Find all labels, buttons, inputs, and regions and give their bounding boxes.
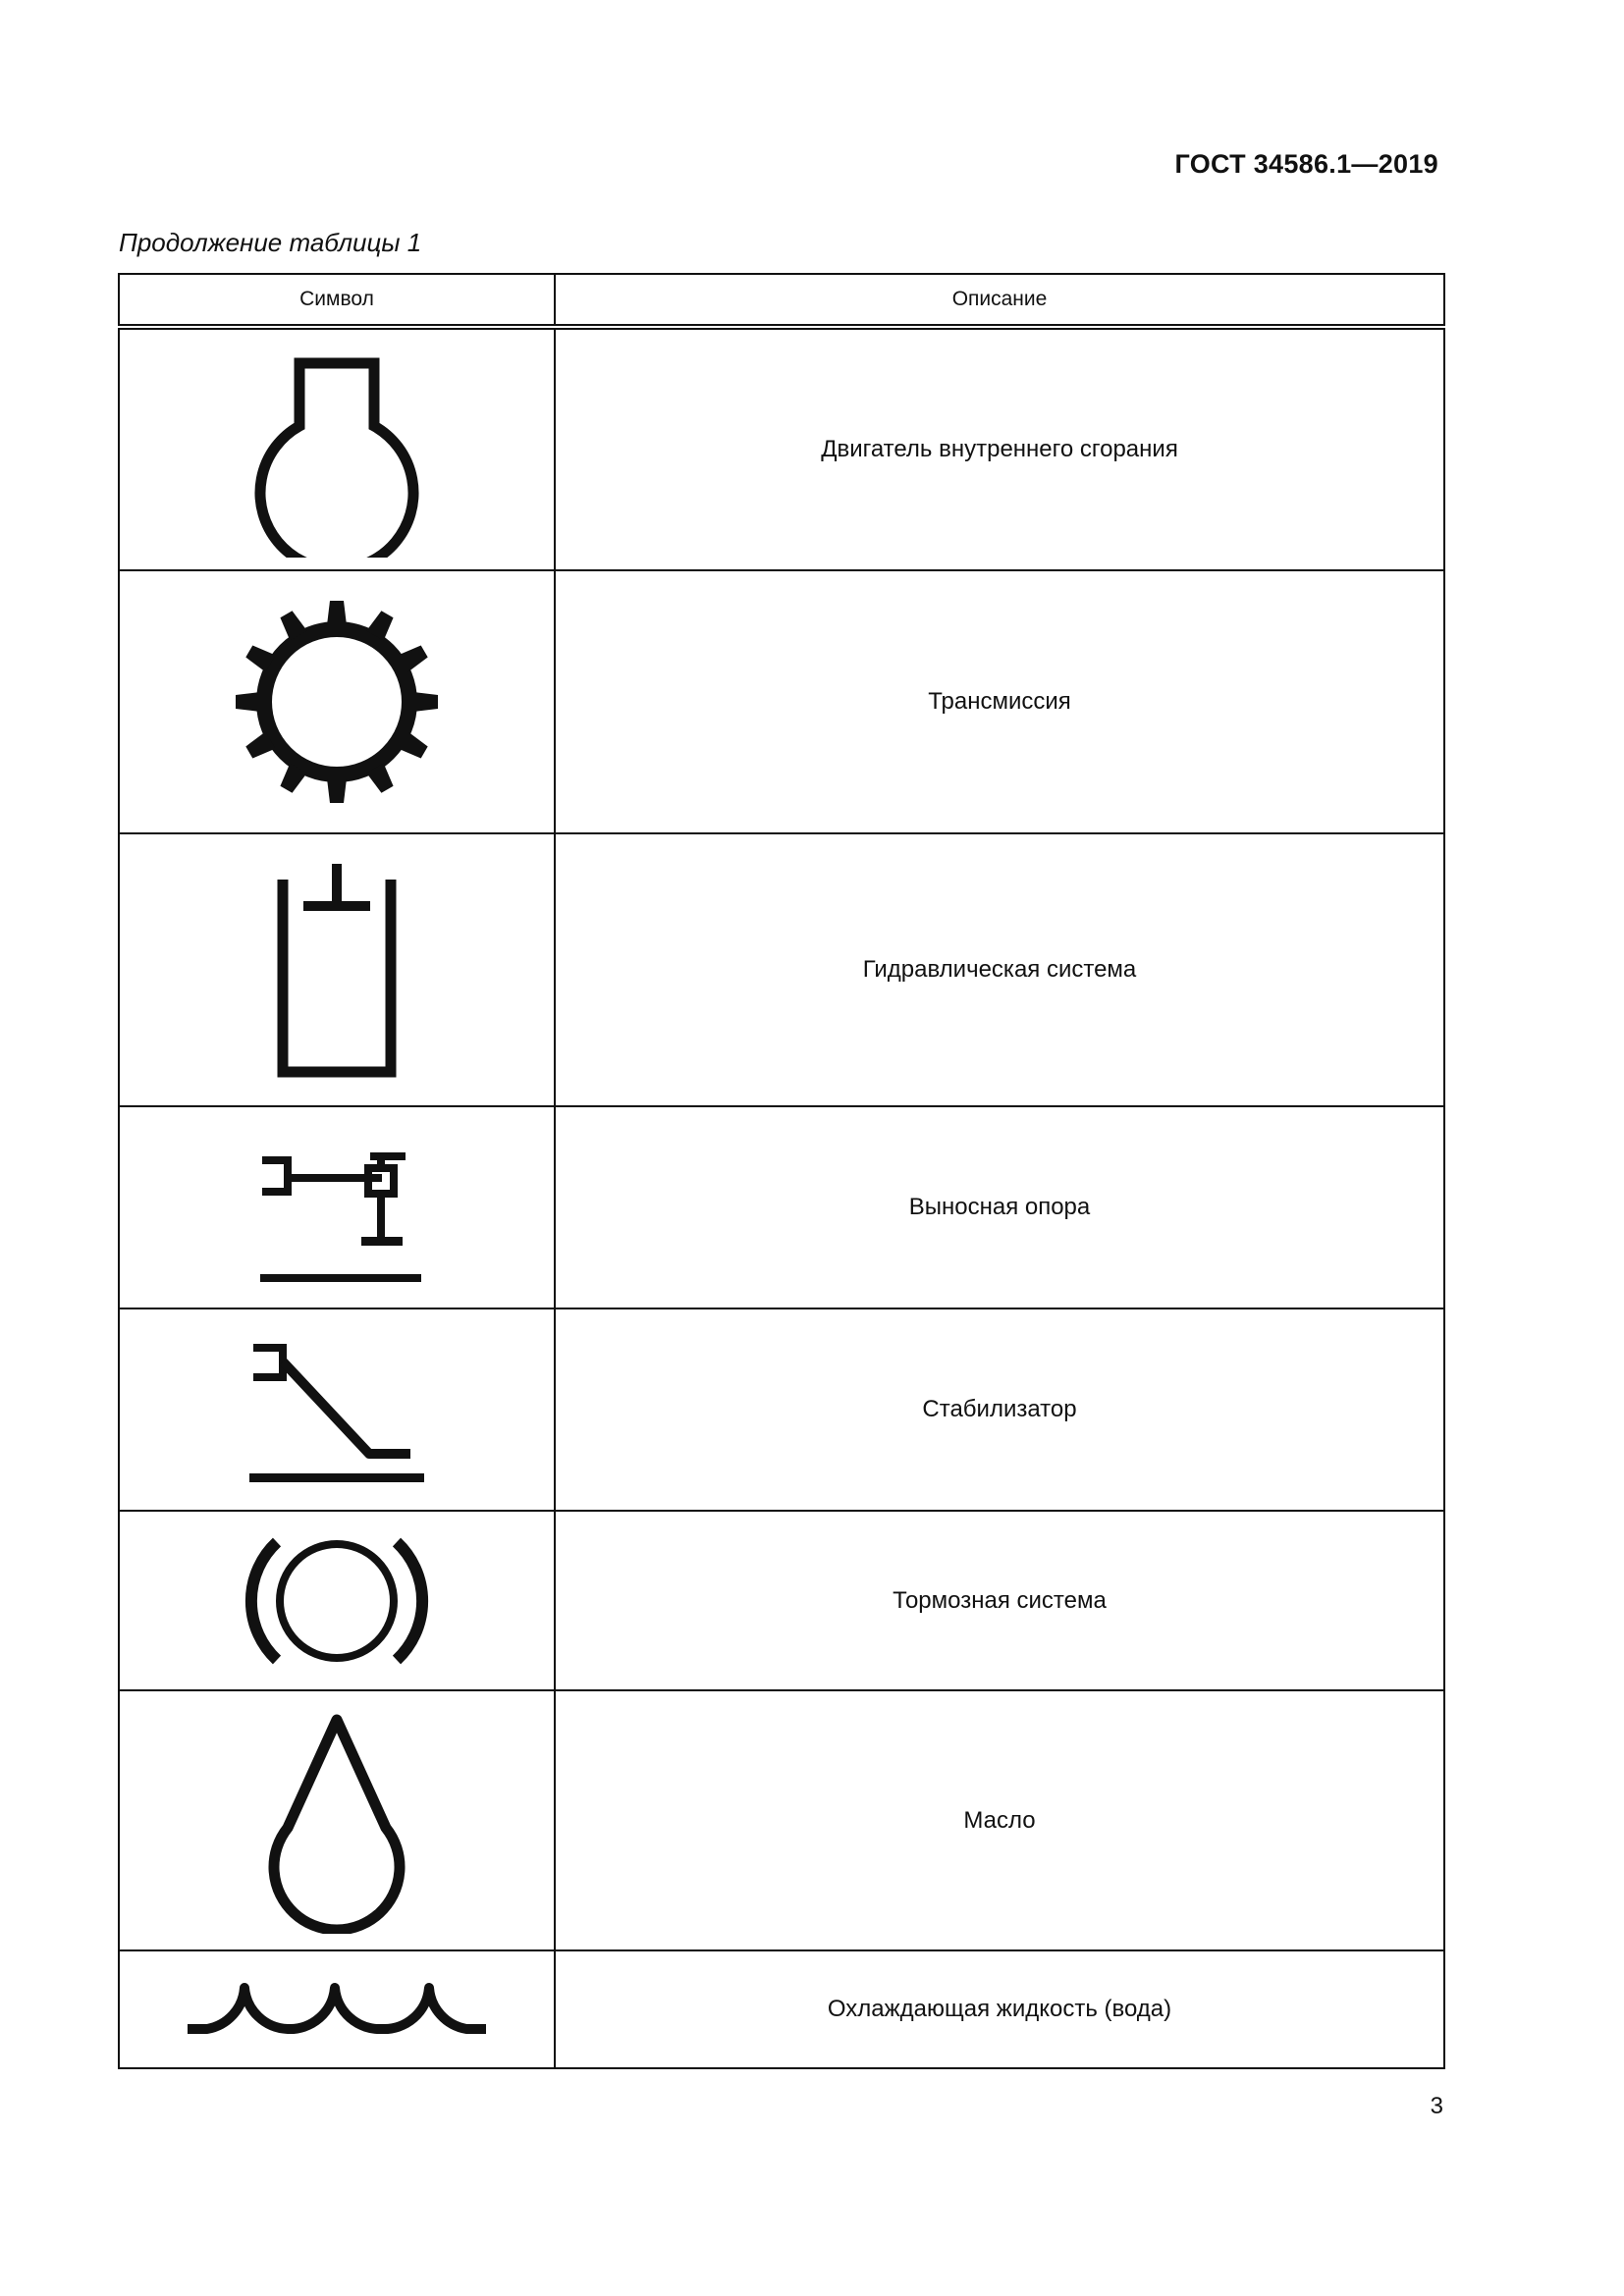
stabilizer-icon: [244, 1326, 430, 1493]
page-number: 3: [1430, 2093, 1443, 2119]
symbol-cell: [119, 1511, 555, 1690]
table-row: [119, 833, 1444, 1106]
table-row: [119, 327, 1444, 570]
brake-icon: [244, 1527, 430, 1675]
oil-drop-icon: [258, 1708, 415, 1934]
symbol-cell: [119, 327, 555, 570]
description-cell: Гидравлическая система: [555, 833, 1444, 1106]
symbols-table: [118, 273, 1445, 2069]
table-row: [119, 570, 1444, 833]
description-cell: Двигатель внутреннего сгорания: [555, 327, 1444, 570]
description-cell: Тормозная система: [555, 1511, 1444, 1690]
symbol-cell: [119, 570, 555, 833]
engine-icon: [239, 342, 435, 558]
symbol-cell: [119, 1950, 555, 2068]
document-code: ГОСТ 34586.1—2019: [1174, 149, 1438, 179]
table-row: [119, 1950, 1444, 2068]
outrigger-icon: [248, 1119, 425, 1296]
description-cell: Стабилизатор: [555, 1308, 1444, 1511]
table-row: [119, 1690, 1444, 1950]
column-header-description: Описание: [555, 274, 1444, 327]
table-row: [119, 1308, 1444, 1511]
description-cell: Масло: [555, 1690, 1444, 1950]
gear-icon: [224, 589, 450, 815]
description-cell: Трансмиссия: [555, 570, 1444, 833]
column-header-symbol: Символ: [119, 274, 555, 327]
table-caption: Продолжение таблицы 1: [119, 228, 422, 257]
description-cell: Охлаждающая жидкость (вода): [555, 1950, 1444, 2068]
table-row: [119, 1511, 1444, 1690]
coolant-water-icon: [180, 1970, 494, 2049]
description-cell: Выносная опора: [555, 1106, 1444, 1308]
symbol-cell: [119, 833, 555, 1106]
table-row: [119, 1106, 1444, 1308]
hydraulic-cylinder-icon: [258, 852, 415, 1088]
symbol-cell: [119, 1690, 555, 1950]
symbol-cell: [119, 1308, 555, 1511]
symbol-cell: [119, 1106, 555, 1308]
table-header-row: [119, 274, 1444, 327]
